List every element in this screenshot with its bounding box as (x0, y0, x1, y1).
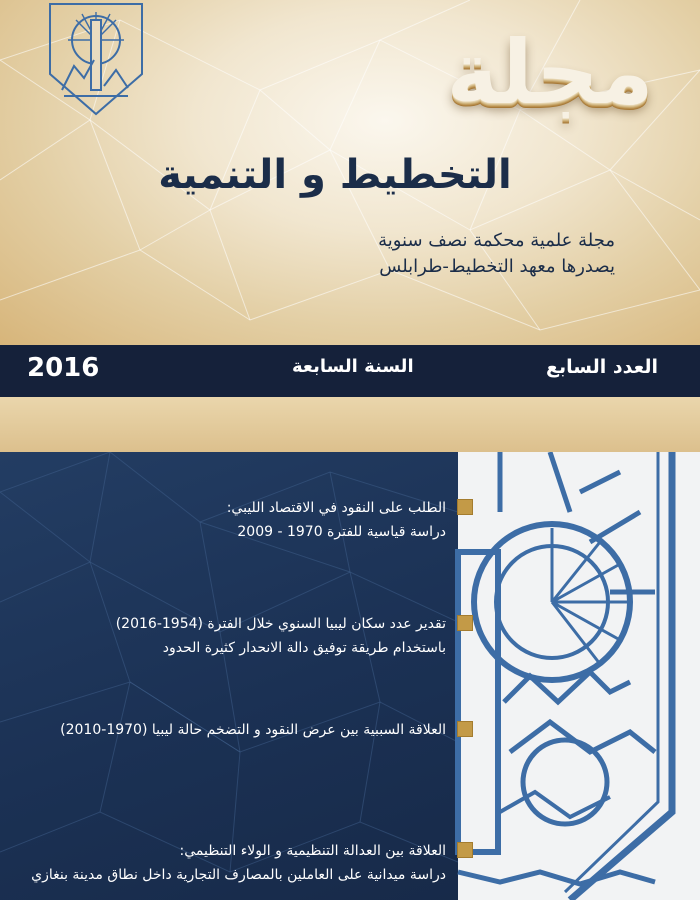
institute-logo-small (44, 0, 148, 118)
article-item-2[interactable] (6, 612, 446, 660)
article-4-title: العلاقة بين العدالة التنظيمية و الولاء التنظيمي: (179, 843, 446, 859)
bullet-square-icon (457, 615, 473, 631)
article-item-3[interactable] (6, 718, 446, 742)
subtitle-line-1: مجلة علمية محكمة نصف سنوية (378, 230, 615, 251)
article-1-title: الطلب على النقود في الاقتصاد الليبي: (226, 500, 446, 516)
issue-band (0, 345, 700, 397)
magazine-title: التخطيط و التنمية (158, 152, 512, 198)
issue-number: العدد السابع (546, 356, 658, 378)
article-item-1[interactable] (6, 496, 446, 544)
bullet-square-icon (457, 842, 473, 858)
bullet-square-icon (457, 721, 473, 737)
volume-year-label: السنة السابعة (292, 356, 414, 377)
publication-year: 2016 (27, 353, 100, 383)
article-2-subtitle: باستخدام طريقة توفيق دالة الانحدار كثيرة الحدود (162, 640, 446, 656)
article-item-4[interactable] (6, 839, 446, 887)
gold-divider (0, 397, 700, 452)
magazine-brand-word: مجلة (446, 21, 654, 124)
article-3-title: العلاقة السببية بين عرض النقود و التضخم حالة ليبيا (1970-2010) (60, 722, 446, 738)
cover-top-section (0, 0, 700, 345)
article-1-subtitle: دراسة قياسية للفترة 1970 - 2009 (237, 524, 446, 540)
subtitle-line-2: يصدرها معهد التخطيط-طرابلس (379, 256, 615, 277)
article-4-subtitle: دراسة ميدانية على العاملين بالمصارف التجارية داخل نطاق مدينة بنغازي (31, 867, 446, 883)
institute-logo-large (440, 452, 700, 900)
article-2-title: تقدير عدد سكان ليبيا السنوي خلال الفترة (1954-2016) (115, 616, 446, 632)
bullet-square-icon (457, 499, 473, 515)
magazine-subtitle (195, 228, 615, 280)
